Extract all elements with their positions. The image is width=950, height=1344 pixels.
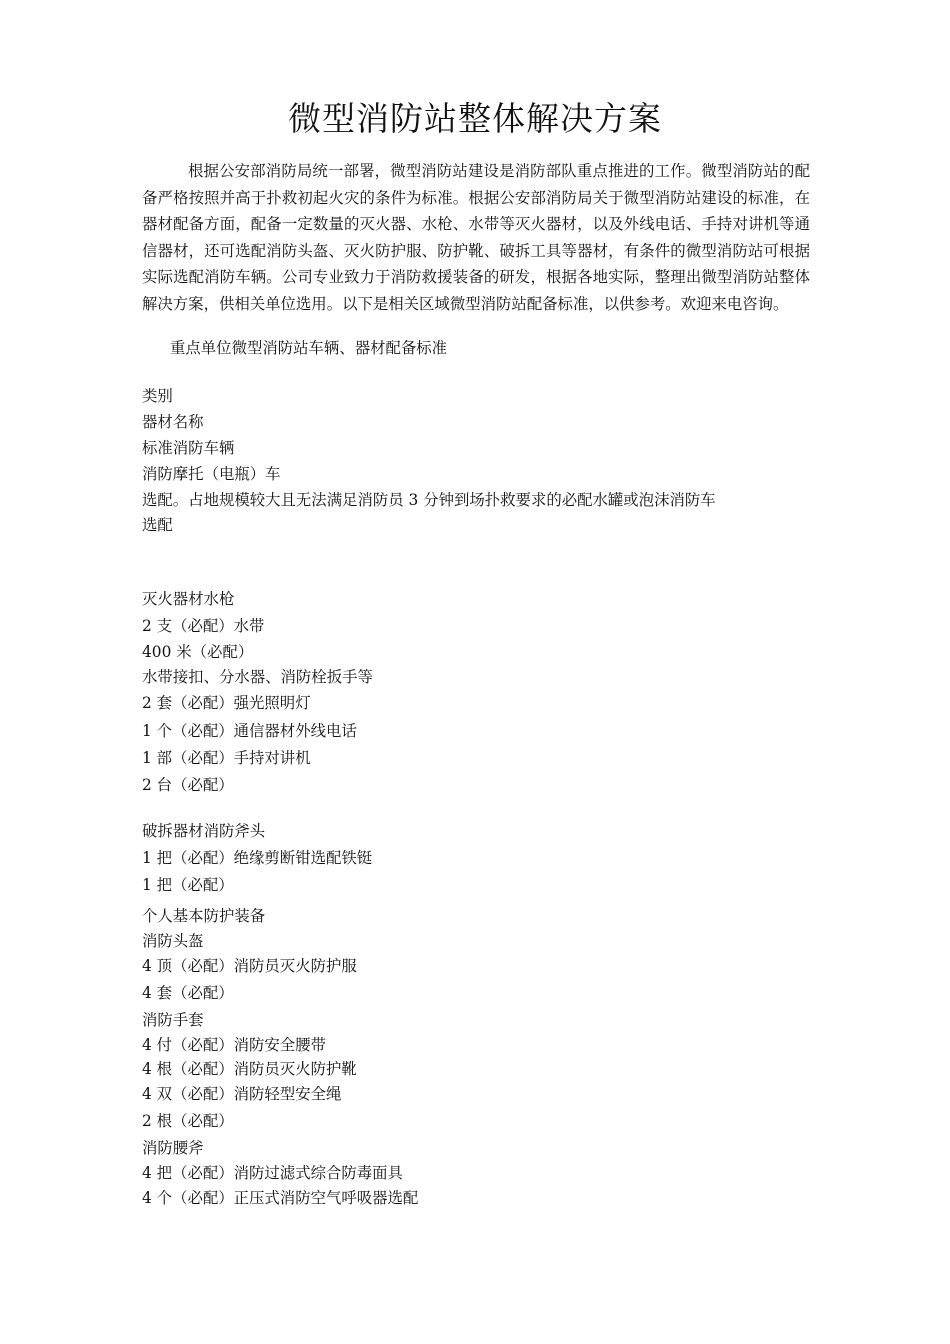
text-line-hose-fittings: 水带接扣、分水器、消防栓扳手等 <box>142 668 373 686</box>
document-title: 微型消防站整体解决方案 <box>288 99 662 138</box>
text-line-suit-count: 4 套（必配） <box>142 984 234 1002</box>
text-line-cutter: 1 把（必配）绝缘剪断钳选配铁铤 <box>142 849 373 867</box>
text-line-breaking-tools: 破拆器材消防斧头 <box>142 822 266 840</box>
text-line-equipment-name: 器材名称 <box>142 413 204 431</box>
text-line-breathing: 4 个（必配）正压式消防空气呼吸器选配 <box>142 1189 419 1207</box>
text-line-boots: 4 根（必配）消防员灭火防护靴 <box>142 1060 357 1078</box>
text-line-helmet: 消防头盔 <box>142 932 204 950</box>
text-line-phone: 1 个（必配）通信器材外线电话 <box>142 722 357 740</box>
text-line-category: 类别 <box>142 387 173 405</box>
text-line-optional-note: 选配。占地规模较大且无法满足消防员 3 分钟到场扑救要求的必配水罐或泡沫消防车 <box>142 491 716 509</box>
text-line-crowbar-count: 1 把（必配） <box>142 876 234 894</box>
text-line-mask: 4 把（必配）消防过滤式综合防毒面具 <box>142 1164 403 1182</box>
text-line-standard-vehicle: 标准消防车辆 <box>142 439 235 457</box>
text-line-gloves: 消防手套 <box>142 1011 204 1029</box>
text-line-suit: 4 顶（必配）消防员灭火防护服 <box>142 957 357 975</box>
text-line-light: 2 套（必配）强光照明灯 <box>142 694 311 712</box>
text-line-extinguishing: 灭火器材水枪 <box>142 590 235 608</box>
text-line-belt: 4 付（必配）消防安全腰带 <box>142 1036 326 1054</box>
text-line-motorcycle: 消防摩托（电瓶）车 <box>142 465 281 483</box>
text-line-nozzle-count: 2 支（必配）水带 <box>142 617 265 635</box>
text-line-radio-count: 2 台（必配） <box>142 776 234 794</box>
text-line-axe: 消防腰斧 <box>142 1139 204 1157</box>
text-line-radio: 1 部（必配）手持对讲机 <box>142 749 311 767</box>
text-line-protection: 个人基本防护装备 <box>142 907 266 925</box>
text-line-optional: 选配 <box>142 516 173 534</box>
text-line-hose-length: 400 米（必配） <box>142 643 254 661</box>
intro-paragraph: 根据公安部消防局统一部署，微型消防站建设是消防部队重点推进的工作。微型消防站的配备严格按照并高于扑救初起火灾的条件为标准。根据公安部消防局关于微型消防站建设的标准，在器材配备方面，配备一定数量的灭火器、水枪、水带等灭火器材，以及外线电话、手持对讲机等通信器材，还可选配消防头盔、灭火防护服、防护靴、破拆工具等器材，有条件的微型消防站可根据实际选配消防车辆。公司专业致力于消防救援装备的研发，根据各地实际，整理出微型消防站整体解决方案，供相关单位选用。以下是相关区域微型消防站配备标准，以供参考。欢迎来电咨询。 <box>142 162 810 313</box>
section-subheading: 重点单位微型消防站车辆、器材配备标准 <box>170 339 448 357</box>
text-line-rope-count: 2 根（必配） <box>142 1112 234 1130</box>
text-line-rope: 4 双（必配）消防轻型安全绳 <box>142 1085 342 1103</box>
